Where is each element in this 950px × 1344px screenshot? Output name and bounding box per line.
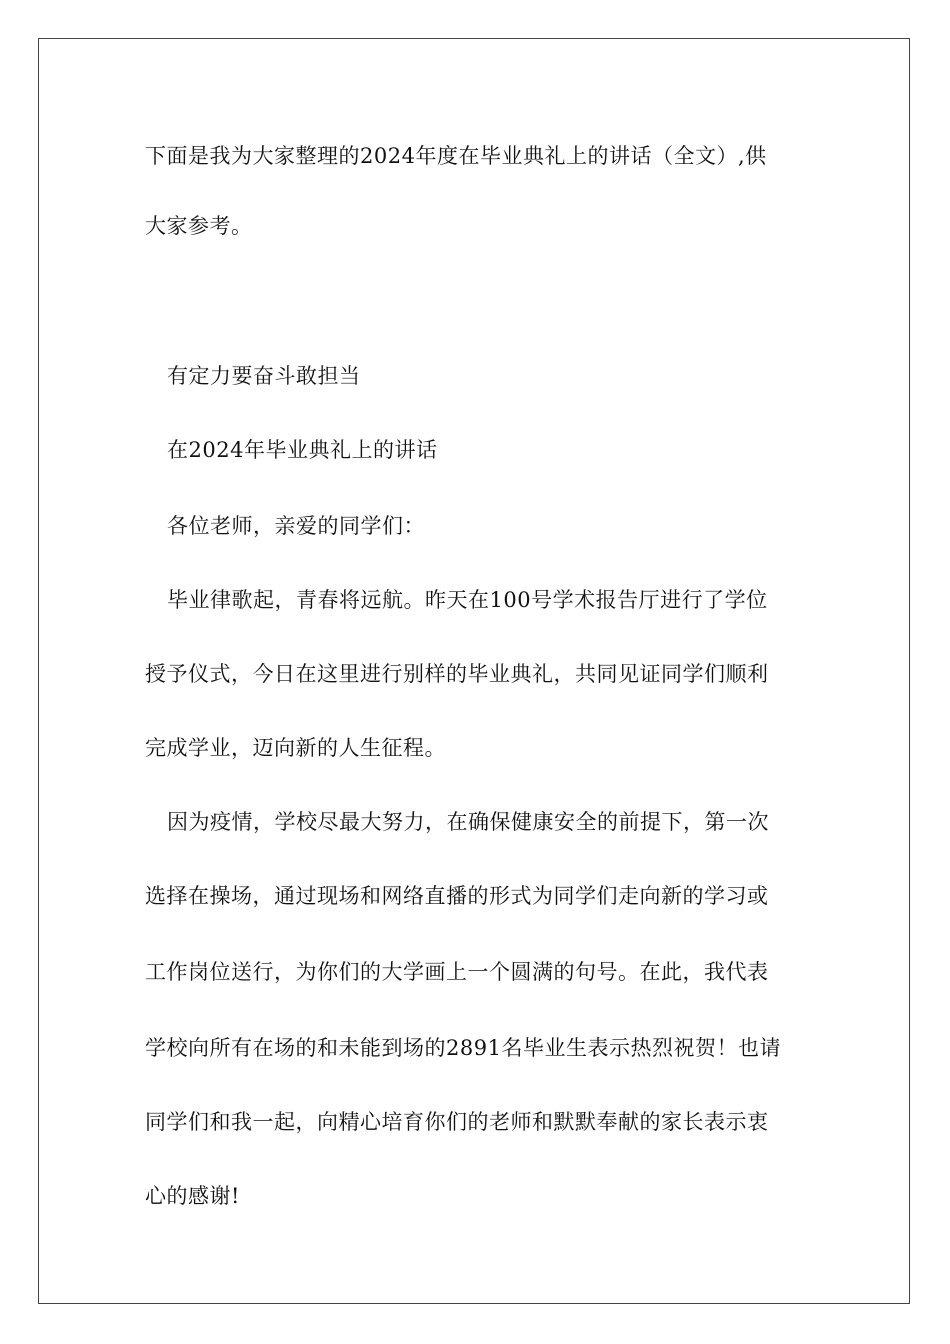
speech-title: 有定力要奋斗敢担当 — [167, 364, 361, 388]
intro-line-2: 大家参考。 — [145, 214, 253, 238]
paragraph-1-line-3: 完成学业，迈向新的人生征程。 — [145, 736, 446, 760]
salutation: 各位老师，亲爱的同学们： — [167, 514, 425, 538]
paragraph-2-line-5: 同学们和我一起，向精心培育你们的老师和默默奉献的家长表示衷 — [145, 1110, 769, 1134]
paragraph-2-line-3: 工作岗位送行，为你们的大学画上一个圆满的句号。在此，我代表 — [145, 960, 769, 984]
paragraph-1-line-2: 授予仪式，今日在这里进行别样的毕业典礼，共同见证同学们顺利 — [145, 662, 769, 686]
speech-subtitle: 在2024年毕业典礼上的讲话 — [167, 438, 438, 462]
paragraph-1-line-1: 毕业律歌起，青春将远航。昨天在100号学术报告厅进行了学位 — [167, 588, 768, 612]
paragraph-2-line-6: 心的感谢! — [145, 1184, 240, 1208]
paragraph-2-line-4: 学校向所有在场的和未能到场的2891名毕业生表示热烈祝贺！也请 — [145, 1036, 781, 1060]
paragraph-2-line-2: 选择在操场，通过现场和网络直播的形式为同学们走向新的学习或 — [145, 884, 769, 908]
intro-line-1: 下面是我为大家整理的2024年度在毕业典礼上的讲话（全文）,供 — [145, 144, 767, 168]
paragraph-2-line-1: 因为疫情，学校尽最大努力，在确保健康安全的前提下，第一次 — [167, 810, 769, 834]
